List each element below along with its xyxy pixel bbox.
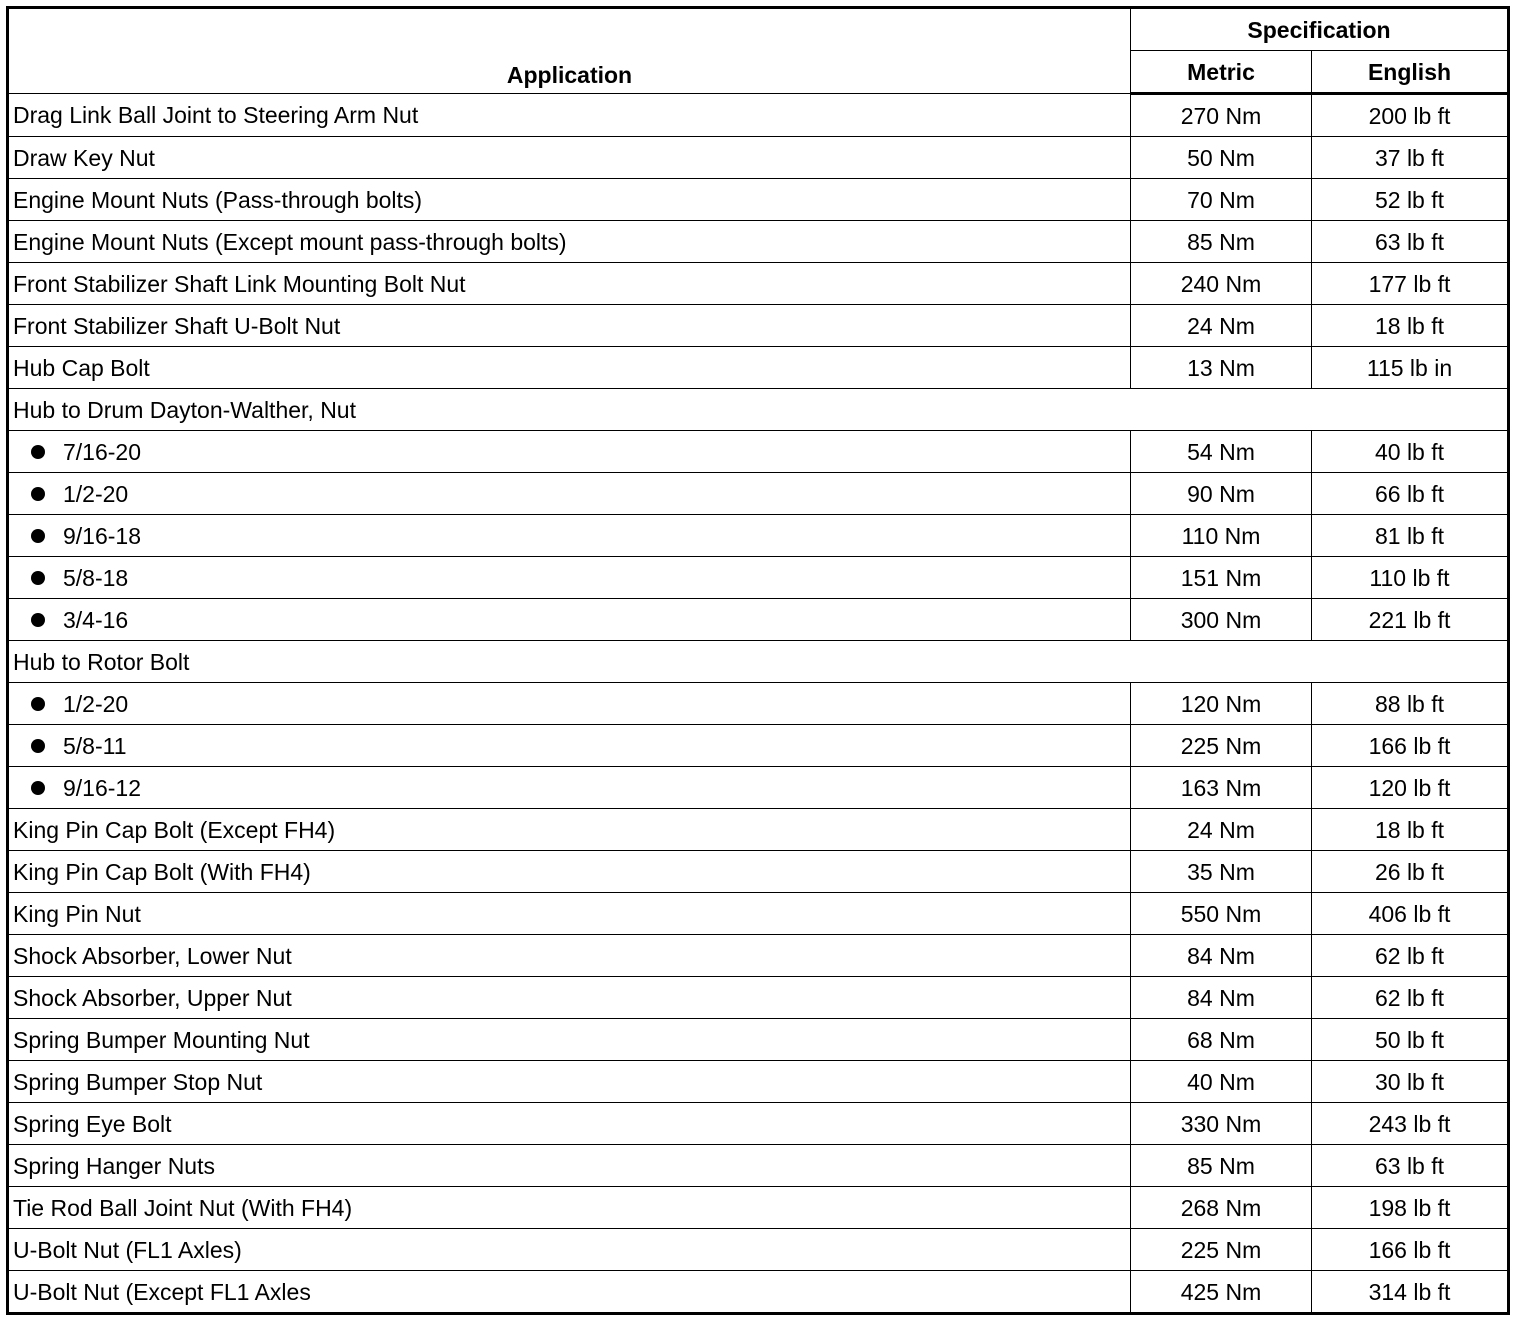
metric-value-cell: 163 Nm — [1131, 767, 1312, 809]
specification-column-header: Specification — [1131, 8, 1509, 51]
application-label: Shock Absorber, Upper Nut — [13, 984, 292, 1011]
english-value-cell: 66 lb ft — [1312, 473, 1509, 515]
table-row — [8, 1187, 1509, 1229]
application-cell — [8, 179, 1131, 221]
metric-value-cell: 425 Nm — [1131, 1271, 1312, 1314]
metric-value-cell: 50 Nm — [1131, 137, 1312, 179]
application-cell — [8, 767, 1131, 809]
table-row — [8, 1145, 1509, 1187]
table-row — [8, 179, 1509, 221]
application-label: 5/8-11 — [63, 732, 127, 759]
application-label: Draw Key Nut — [13, 144, 155, 171]
table-row — [8, 557, 1509, 599]
application-label: King Pin Nut — [13, 900, 141, 927]
torque-specification-table — [6, 6, 1510, 1315]
application-label: Front Stabilizer Shaft U-Bolt Nut — [13, 312, 341, 339]
table-row — [8, 1019, 1509, 1061]
table-row — [8, 263, 1509, 305]
bullet-icon — [31, 529, 45, 543]
metric-value-cell: 24 Nm — [1131, 809, 1312, 851]
table-row — [8, 1103, 1509, 1145]
table-row — [8, 725, 1509, 767]
metric-value-cell: 35 Nm — [1131, 851, 1312, 893]
metric-value-cell: 70 Nm — [1131, 179, 1312, 221]
english-value-cell: 18 lb ft — [1312, 809, 1509, 851]
application-cell — [8, 725, 1131, 767]
english-value-cell: 198 lb ft — [1312, 1187, 1509, 1229]
metric-value-cell: 24 Nm — [1131, 305, 1312, 347]
application-cell — [8, 1061, 1131, 1103]
metric-value-cell: 54 Nm — [1131, 431, 1312, 473]
metric-value-cell: 225 Nm — [1131, 1229, 1312, 1271]
application-cell — [8, 683, 1131, 725]
application-label: 9/16-12 — [63, 774, 142, 801]
application-cell — [8, 347, 1131, 389]
application-cell — [8, 1271, 1131, 1314]
metric-value-cell: 110 Nm — [1131, 515, 1312, 557]
metric-value-cell: 270 Nm — [1131, 94, 1312, 137]
bullet-icon — [31, 697, 45, 711]
application-cell — [8, 431, 1131, 473]
application-label: Engine Mount Nuts (Pass-through bolts) — [13, 186, 423, 213]
metric-value-cell: 330 Nm — [1131, 1103, 1312, 1145]
table-body — [8, 94, 1509, 1314]
application-cell — [8, 935, 1131, 977]
table-row — [8, 683, 1509, 725]
application-cell — [8, 977, 1131, 1019]
application-label: Spring Bumper Stop Nut — [13, 1068, 263, 1095]
table-row — [8, 221, 1509, 263]
application-cell — [8, 599, 1131, 641]
bullet-icon — [31, 739, 45, 753]
application-label: 5/8-18 — [63, 564, 129, 591]
application-cell — [8, 221, 1131, 263]
metric-column-header: Metric — [1131, 51, 1312, 94]
english-value-cell: 30 lb ft — [1312, 1061, 1509, 1103]
application-cell — [8, 851, 1131, 893]
metric-value-cell: 240 Nm — [1131, 263, 1312, 305]
bullet-icon — [31, 613, 45, 627]
bullet-icon — [31, 487, 45, 501]
english-value-cell: 18 lb ft — [1312, 305, 1509, 347]
metric-value-cell: 151 Nm — [1131, 557, 1312, 599]
english-value-cell: 221 lb ft — [1312, 599, 1509, 641]
application-column-header: Application — [8, 8, 1131, 94]
application-label: Spring Eye Bolt — [13, 1110, 172, 1137]
english-value-cell: 62 lb ft — [1312, 935, 1509, 977]
metric-value-cell: 84 Nm — [1131, 977, 1312, 1019]
english-value-cell: 26 lb ft — [1312, 851, 1509, 893]
english-column-header: English — [1312, 51, 1509, 94]
application-label: U-Bolt Nut (Except FL1 Axles — [13, 1278, 311, 1305]
table-row — [8, 305, 1509, 347]
metric-value-cell: 268 Nm — [1131, 1187, 1312, 1229]
metric-value-cell: 85 Nm — [1131, 221, 1312, 263]
application-label: Hub Cap Bolt — [13, 354, 150, 381]
table-header — [8, 8, 1509, 94]
table-row — [8, 515, 1509, 557]
english-value-cell: 166 lb ft — [1312, 725, 1509, 767]
application-cell — [8, 137, 1131, 179]
english-value-cell: 115 lb in — [1312, 347, 1509, 389]
table-row — [8, 767, 1509, 809]
application-cell — [8, 389, 1509, 431]
english-value-cell: 50 lb ft — [1312, 1019, 1509, 1061]
application-cell — [8, 473, 1131, 515]
application-cell — [8, 557, 1131, 599]
application-cell — [8, 893, 1131, 935]
table-row — [8, 431, 1509, 473]
english-value-cell: 120 lb ft — [1312, 767, 1509, 809]
english-value-cell: 200 lb ft — [1312, 94, 1509, 137]
table-row — [8, 94, 1509, 137]
table-row — [8, 809, 1509, 851]
metric-value-cell: 300 Nm — [1131, 599, 1312, 641]
bullet-icon — [31, 571, 45, 585]
metric-value-cell: 40 Nm — [1131, 1061, 1312, 1103]
english-value-cell: 63 lb ft — [1312, 221, 1509, 263]
table-group-row — [8, 389, 1509, 431]
application-label: Engine Mount Nuts (Except mount pass-through bolts) — [13, 228, 567, 255]
table-row — [8, 851, 1509, 893]
metric-value-cell: 225 Nm — [1131, 725, 1312, 767]
english-value-cell: 40 lb ft — [1312, 431, 1509, 473]
table-row — [8, 1229, 1509, 1271]
application-label: Spring Bumper Mounting Nut — [13, 1026, 310, 1053]
english-value-cell: 177 lb ft — [1312, 263, 1509, 305]
english-value-cell: 314 lb ft — [1312, 1271, 1509, 1314]
table-row — [8, 137, 1509, 179]
english-value-cell: 406 lb ft — [1312, 893, 1509, 935]
application-label: 7/16-20 — [63, 438, 142, 465]
application-cell — [8, 641, 1509, 683]
application-label: 3/4-16 — [63, 606, 129, 633]
english-value-cell: 88 lb ft — [1312, 683, 1509, 725]
english-value-cell: 110 lb ft — [1312, 557, 1509, 599]
application-cell — [8, 1019, 1131, 1061]
metric-value-cell: 13 Nm — [1131, 347, 1312, 389]
english-value-cell: 37 lb ft — [1312, 137, 1509, 179]
metric-value-cell: 90 Nm — [1131, 473, 1312, 515]
table-row — [8, 1271, 1509, 1314]
application-cell — [8, 1145, 1131, 1187]
application-label: Spring Hanger Nuts — [13, 1152, 215, 1179]
application-label: U-Bolt Nut (FL1 Axles) — [13, 1236, 242, 1263]
table-row — [8, 1061, 1509, 1103]
bullet-icon — [31, 445, 45, 459]
application-label: Tie Rod Ball Joint Nut (With FH4) — [13, 1194, 353, 1221]
metric-value-cell: 85 Nm — [1131, 1145, 1312, 1187]
application-cell — [8, 809, 1131, 851]
table-group-row — [8, 641, 1509, 683]
application-label: Front Stabilizer Shaft Link Mounting Bolt Nut — [13, 270, 466, 297]
table-row — [8, 347, 1509, 389]
english-value-cell: 63 lb ft — [1312, 1145, 1509, 1187]
metric-value-cell: 550 Nm — [1131, 893, 1312, 935]
application-label: Hub to Rotor Bolt — [13, 648, 190, 675]
english-value-cell: 52 lb ft — [1312, 179, 1509, 221]
english-value-cell: 62 lb ft — [1312, 977, 1509, 1019]
application-label: 1/2-20 — [63, 690, 129, 717]
application-cell — [8, 263, 1131, 305]
application-cell — [8, 305, 1131, 347]
application-label: 9/16-18 — [63, 522, 142, 549]
metric-value-cell: 84 Nm — [1131, 935, 1312, 977]
table-row — [8, 977, 1509, 1019]
table-row — [8, 599, 1509, 641]
english-value-cell: 81 lb ft — [1312, 515, 1509, 557]
application-label: Hub to Drum Dayton-Walther, Nut — [13, 396, 356, 423]
metric-value-cell: 120 Nm — [1131, 683, 1312, 725]
metric-value-cell: 68 Nm — [1131, 1019, 1312, 1061]
application-label: 1/2-20 — [63, 480, 129, 507]
table-row — [8, 935, 1509, 977]
application-cell — [8, 1229, 1131, 1271]
application-cell — [8, 515, 1131, 557]
bullet-icon — [31, 781, 45, 795]
table-row — [8, 473, 1509, 515]
application-cell — [8, 94, 1131, 137]
application-label: King Pin Cap Bolt (Except FH4) — [13, 816, 336, 843]
application-cell — [8, 1103, 1131, 1145]
english-value-cell: 166 lb ft — [1312, 1229, 1509, 1271]
application-label: Drag Link Ball Joint to Steering Arm Nut — [13, 102, 419, 128]
table-row — [8, 893, 1509, 935]
application-label: Shock Absorber, Lower Nut — [13, 942, 292, 969]
english-value-cell: 243 lb ft — [1312, 1103, 1509, 1145]
application-cell — [8, 1187, 1131, 1229]
application-label: King Pin Cap Bolt (With FH4) — [13, 858, 311, 885]
